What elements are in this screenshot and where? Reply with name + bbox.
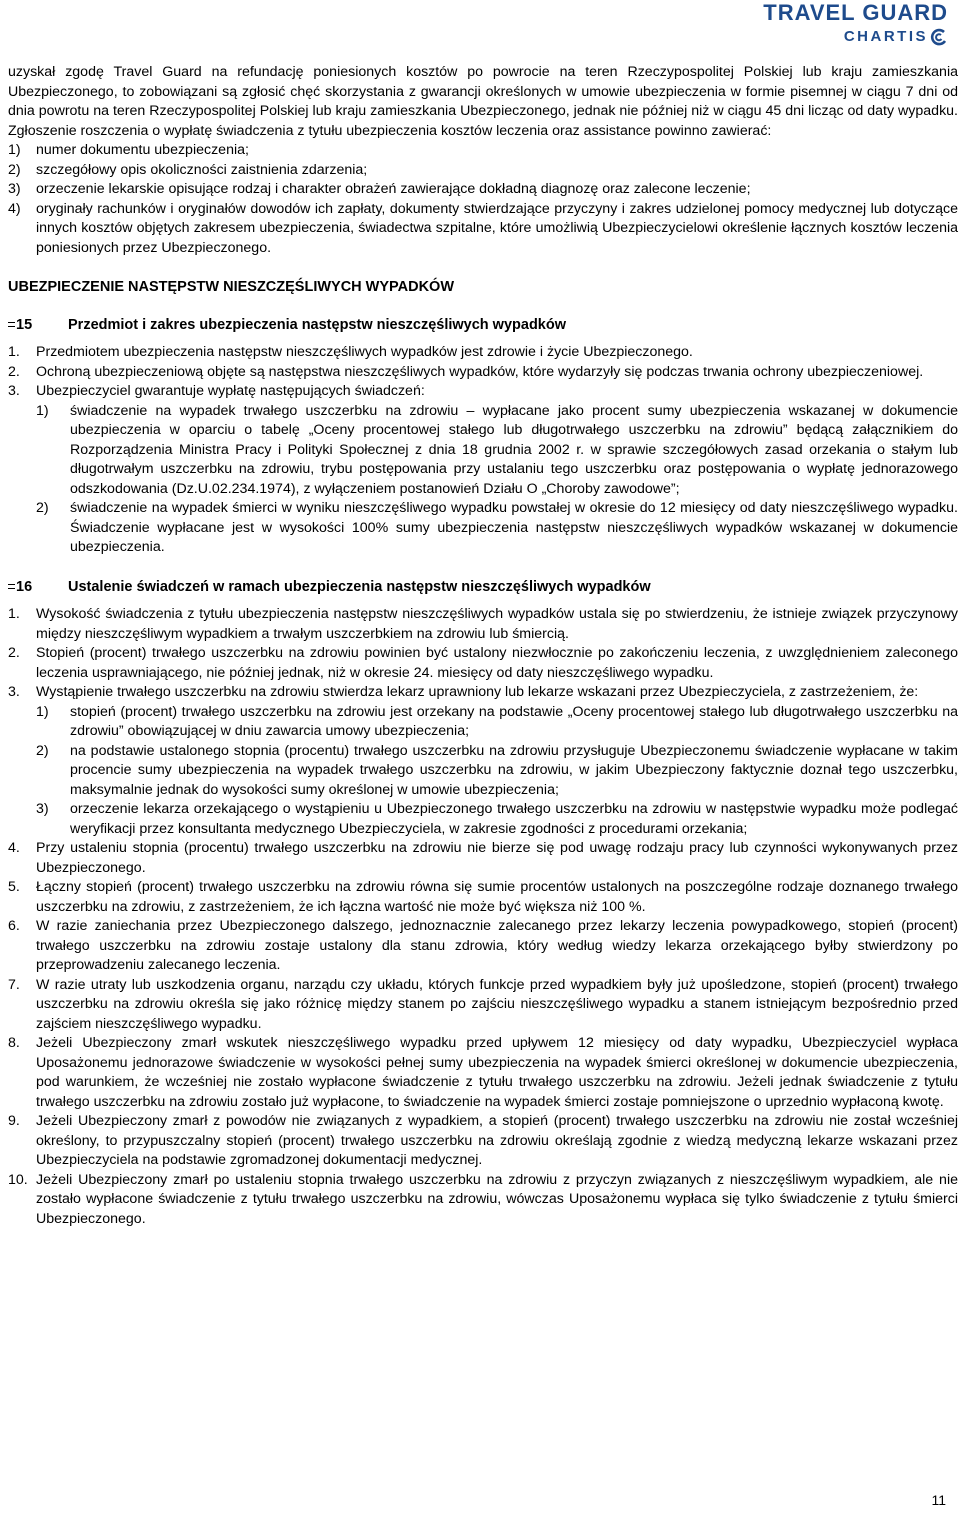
- list-text: szczegółowy opis okoliczności zaistnienia zdarzenia;: [36, 161, 368, 178]
- list-text: Jeżeli Ubezpieczony zmarł po ustaleniu stopnia trwałego uszczerbku na zdrowiu z przyczyn związanych z nieszczęśliwym wypadkiem, ale nie zostało wypłacone świadczenie z tytułu trwałego uszczerbku na zdrowiu, wówczas Uposażonemu wypłaca się tylko świadczenie z tytułu śmierci Ubezpieczonego.: [36, 1171, 958, 1227]
- list-text: orzeczenie lekarza orzekającego o wystąpieniu u Ubezpieczonego trwałego uszczerbku na zdrowiu w następstwie wypadku może podlegać weryfikacji przez konsultanta medycznego Ubezpieczyciela, w zakresie zgodności z procedurami orzekania;: [70, 801, 958, 837]
- list-text: Łączny stopień (procent) trwałego uszczerbku na zdrowiu równa się sumie procentów ustalonych na poszczególne rodzaje doznanego trwałego uszczerbku na zdrowiu, z zastrzeżeniem, że ich łączna wartość nie może być większa niż 100 %.: [36, 879, 958, 915]
- list-number: 4): [8, 200, 21, 217]
- paragraph-mark-icon: [8, 322, 15, 323]
- list-text: W razie utraty lub uszkodzenia organu, narządu czy układu, których funkcje przed wypadkiem były już upośledzone, stopień (procent) trwałego uszczerbku na zdrowiu określa się jako różnicę między stanem po zajściu nieszczęśliwego wypadku a stanem istniejącym bezpośrednio przed zajściem nieszczęśliwego wypadku.: [36, 976, 958, 1032]
- list-number: 3): [36, 801, 49, 817]
- list-text: Wysokość świadczenia z tytułu ubezpieczenia następstw nieszczęśliwych wypadków ustala się po stwierdzeniu, że istnieje związek przyczynowy między nieszczęśliwym wypadkiem a trwałym uszczerbkiem na zdrowiu lub śmiercią.: [36, 606, 958, 642]
- list-item: [8, 605, 958, 644]
- list-text: oryginały rachunków i oryginałów dowodów ich zapłaty, dokumenty stwierdzające przyczyny i zakres udzielonej pomocy medycznej lub dotyczące innych kosztów objętych zakresem ubezpieczenia, świadectwa szpitalne, które umożliwią Ubezpieczycielowi określenie łącznych kosztów leczenia poniesionych przez Ubezpieczonego.: [36, 200, 958, 256]
- list-item: [8, 917, 958, 976]
- list-text: Jeżeli Ubezpieczony zmarł z powodów nie związanych z wypadkiem, a stopień (procent) trwałego uszczerbku na zdrowiu nie został wcześniej określony, to przypuszczalny stopień (procent) trwałego uszczerbku na zdrowiu określają zgodnie z wiedzą medyczną lekarze wskazani przez Ubezpieczyciela na podstawie zgromadzonej dokumentacji medycznej.: [36, 1113, 958, 1168]
- list-number: 3.: [8, 684, 20, 700]
- list-text: Przedmiotem ubezpieczenia następstw nieszczęśliwych wypadków jest zdrowie i życie Ubezpieczonego.: [36, 344, 693, 360]
- list-text: Przy ustaleniu stopnia (procentu) trwałego uszczerbku na zdrowiu nie bierze się pod uwagę rodzaju pracy lub czynności wykonywanych przez Ubezpieczonego.: [36, 840, 958, 876]
- page-number: 11: [931, 1492, 946, 1508]
- list-text: na podstawie ustalonego stopnia (procentu) trwałego uszczerbku na zdrowiu przysługuje Ubezpieczonemu świadczenie wypłacane w takim procencie sumy ubezpieczenia na wypadek trwałego uszczerbku na zdrowiu, w jakim Ubezpieczony faktycznie doznał tego uszczerbku, maksymalnie jednak do wysokości sumy określonej w umowie ubezpieczenia;: [70, 742, 958, 798]
- list-item: [8, 382, 958, 402]
- paragraph-mark-icon-line: [8, 326, 15, 327]
- article-number: 15: [16, 316, 33, 333]
- list-number: 1): [36, 703, 49, 720]
- list-number: 3): [8, 181, 21, 197]
- list-text: stopień (procent) trwałego uszczerbku na zdrowiu jest orzekany na podstawie „Oceny procentowej stałego lub długotrwałego uszczerbku na zdrowiu” obowiązującej w dniu zawarcia umowy ubezpieczenia;: [70, 703, 958, 739]
- list-item: [8, 141, 958, 161]
- list-item: [8, 1112, 958, 1171]
- list-text: Ochroną ubezpieczeniową objęte są następstwa nieszczęśliwych wypadków, które wydarzyły się podczas trwania ochrony ubezpieczeniowej.: [36, 363, 924, 380]
- list-item: [8, 683, 958, 703]
- sub-list-item: [36, 402, 958, 500]
- chartis-swirl-icon: [930, 28, 948, 46]
- paragraph-mark-icon: [8, 584, 15, 585]
- logo-main-text: TRAVEL GUARD: [763, 0, 948, 25]
- list-item: [8, 363, 958, 383]
- list-number: 2): [8, 161, 21, 178]
- list-number: 2): [36, 742, 49, 759]
- list-item: [8, 180, 958, 200]
- list-text: świadczenie na wypadek trwałego uszczerbku na zdrowiu – wypłacane jako procent sumy ubezpieczenia wskazanej w dokumencie ubezpieczenia w oparciu o tabelę „Oceny procentowej stałego lub długotrwałego uszczerbku na zdrowiu” będącą załącznikiem do Rozporządzenia Ministra Pracy i Polityki Społecznej z dnia 18 grudnia 2002 r. w sprawie szczegółowych zasad orzekania o stałym lub długotrwałym uszczerbku na zdrowiu, trybu postępowania przy ustalaniu tego uszczerbku oraz postępowania o wypłatę jednorazowego odszkodowania (Dz.U.02.234.1974), z wyłączeniem postanowień Działu O „Choroby zawodowe”;: [70, 402, 958, 497]
- list-item: [8, 200, 958, 259]
- list-item: [8, 976, 958, 1035]
- list-number: 2): [36, 500, 49, 516]
- list-number: 10.: [8, 1171, 28, 1188]
- list-item: [8, 644, 958, 683]
- list-text: numer dokumentu ubezpieczenia;: [36, 142, 249, 158]
- article-heading: [8, 578, 958, 598]
- intro-list: [8, 141, 958, 258]
- list-item: [8, 161, 958, 181]
- article-heading: [8, 316, 958, 336]
- list-text: Ubezpieczyciel gwarantuje wypłatę następujących świadczeń:: [36, 383, 425, 399]
- list-number: 1.: [8, 344, 20, 360]
- article-number: 16: [16, 578, 33, 595]
- travel-guard-logo: [716, 0, 948, 50]
- list-number: 9.: [8, 1113, 20, 1129]
- list-text: Wystąpienie trwałego uszczerbku na zdrowiu stwierdza lekarz uprawniony lub lekarze wskazani przez Ubezpieczyciela, z zastrzeżeniem, że:: [36, 684, 919, 700]
- list-number: 2.: [8, 363, 20, 380]
- section-title: UBEZPIECZENIE NASTĘPSTW NIESZCZĘŚLIWYCH WYPADKÓW: [8, 279, 455, 295]
- sub-list-item: [36, 742, 958, 801]
- list-number: 6.: [8, 918, 20, 934]
- article-15-points: [8, 343, 958, 558]
- sub-list: [36, 703, 958, 840]
- list-number: 1): [8, 142, 21, 158]
- sub-list-item: [36, 703, 958, 742]
- list-number: 8.: [8, 1035, 20, 1051]
- article-title: Ustalenie świadczeń w ramach ubezpieczenia następstw nieszczęśliwych wypadków: [68, 578, 651, 595]
- list-number: 5.: [8, 879, 20, 895]
- intro-paragraph: uzyskał zgodę Travel Guard na refundację poniesionych kosztów po powrocie na teren Rzeczypospolitej Polskiej lub kraju zamieszkania Ubezpieczonego, to zobowiązani są zgłosić chęć skorzystania z gwarancji określonych w umowie ubezpieczenia w formie pisemnej w ciągu 7 dni od dnia powrotu na teren Rzeczypospolitej Polskiej lub kraju zamieszkania Ubezpieczonego, jednak nie później niż w ciągu 45 dni licząc od daty wypadku. Zgłoszenie roszczenia o wypłatę świadczenia z tytułu ubezpieczenia kosztów leczenia oraz assistance powinno zawierać:: [8, 64, 958, 139]
- document-body: [8, 63, 958, 1229]
- list-number: 7.: [8, 976, 20, 993]
- list-item: [8, 1034, 958, 1112]
- list-number: 1): [36, 402, 49, 419]
- list-text: Jeżeli Ubezpieczony zmarł wskutek nieszczęśliwego wypadku przed upływem 12 miesięcy od daty wypadku, Ubezpieczyciel wypłaca Uposażonemu jednorazowe świadczenie w wysokości pełnej sumy ubezpieczenia na wypadek śmierci określonej w dokumencie ubezpieczenia, pod warunkiem, że wcześniej nie zostało wypłacone świadczenie z tytułu trwałego uszczerbku na zdrowiu. Jeżeli jednak świadczenie z tytułu trwałego uszczerbku na zdrowiu zostało już wypłacone, to świadczenie na wypadek śmierci zostaje pomniejszone o uprzednio wypłaconą kwotę.: [36, 1035, 958, 1110]
- article-title: Przedmiot i zakres ubezpieczenia następstw nieszczęśliwych wypadków: [68, 316, 567, 333]
- sub-list: [36, 402, 958, 558]
- list-item: [8, 878, 958, 917]
- list-item: [8, 839, 958, 878]
- list-number: 4.: [8, 840, 20, 856]
- list-text: W razie zaniechania przez Ubezpieczonego dalszego, jednoznacznie zalecanego przez lekarzy leczenia powypadkowego, stopień (procent) trwałego uszczerbku na zdrowiu zostaje ustalony dla stanu zdrowia, który według wiedzy lekarza orzekającego byłby stwierdzony po przeprowadzeniu zalecanego leczenia.: [36, 918, 958, 973]
- list-item: [8, 1171, 958, 1230]
- sub-list-item: [36, 800, 958, 839]
- sub-list-item: [36, 499, 958, 558]
- list-number: 2.: [8, 645, 20, 661]
- list-number: 1.: [8, 606, 20, 622]
- list-number: 3.: [8, 383, 20, 399]
- list-text: Stopień (procent) trwałego uszczerbku na zdrowiu powinien być ustalony niezwłocznie po zakończeniu leczenia, z uwzględnieniem zaleconego leczenia usprawniającego, nie później jednak, niż w okresie 24. miesięcy od daty nieszczęśliwego wypadku.: [36, 645, 958, 681]
- list-text: świadczenie na wypadek śmierci w wyniku nieszczęśliwego wypadku powstałej w okresie do 12 miesięcy od daty nieszczęśliwego wypadku. Świadczenie wypłacane jest w wysokości 100% sumy ubezpieczenia następstw nieszczęśliwych wypadków wskazanej w dokumencie ubezpieczenia.: [70, 500, 958, 555]
- article-16-points: [8, 605, 958, 1229]
- list-text: orzeczenie lekarskie opisujące rodzaj i charakter obrażeń zawierające dokładną diagnozę oraz zalecone leczenie;: [36, 181, 751, 197]
- paragraph-mark-icon-line: [8, 588, 15, 589]
- logo-sub-text: CHARTIS: [843, 28, 928, 45]
- list-item: [8, 343, 958, 363]
